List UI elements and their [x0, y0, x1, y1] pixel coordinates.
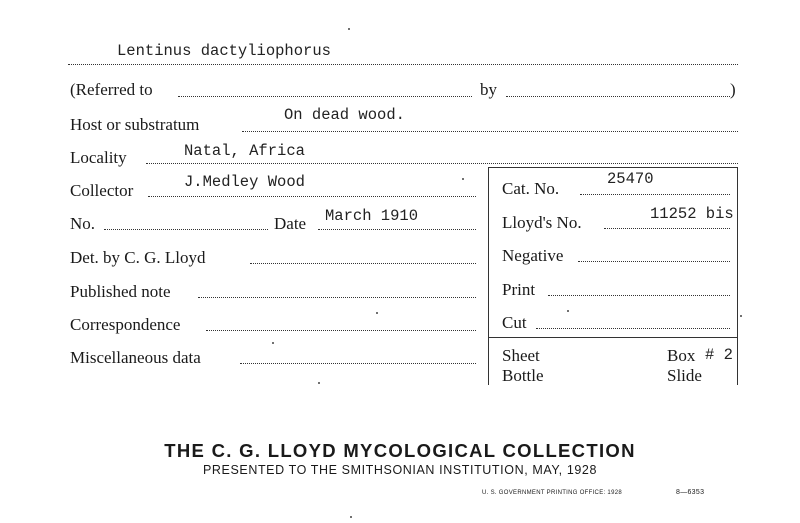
species-name: Lentinus dactyliophorus: [117, 42, 331, 60]
scan-speck: [462, 178, 464, 180]
scan-speck: [567, 310, 569, 312]
cat-no-value: 25470: [607, 170, 654, 188]
scan-speck: [376, 312, 378, 314]
species-underline: [68, 64, 738, 65]
box-number-value: # 2: [705, 346, 733, 364]
print-label: Print: [502, 280, 536, 299]
print-field: [548, 295, 730, 296]
negative-label: Negative: [502, 246, 564, 265]
by-field: [506, 96, 730, 97]
form-number: 8—6353: [676, 489, 705, 496]
correspondence-label: Correspondence: [70, 315, 181, 334]
box-label: Box: [667, 346, 696, 365]
date-value: March 1910: [325, 207, 419, 225]
host-field: [242, 131, 738, 132]
det-by-label: Det. by C. G. Lloyd: [70, 248, 206, 267]
lloyd-no-label: Lloyd's No.: [502, 213, 582, 232]
locality-label: Locality: [70, 148, 127, 167]
host-value: On dead wood.: [284, 106, 405, 124]
scan-speck: [318, 382, 320, 384]
miscellaneous-data-label: Miscellaneous data: [70, 348, 201, 367]
close-paren: ): [730, 80, 736, 99]
bottle-label: Bottle: [502, 366, 544, 385]
no-field: [104, 229, 268, 230]
correspondence-field: [206, 330, 476, 331]
miscellaneous-data-field: [240, 363, 476, 364]
collection-subtitle: PRESENTED TO THE SMITHSONIAN INSTITUTION, MAY, 1928: [202, 463, 598, 477]
box-left-border: [488, 167, 489, 385]
date-field: [318, 229, 476, 230]
referred-to-field: [178, 96, 472, 97]
scan-speck: [350, 516, 352, 518]
sheet-label: Sheet: [502, 346, 540, 365]
collector-label: Collector: [70, 181, 134, 200]
host-label: Host or substratum: [70, 115, 200, 134]
collection-title: THE C. G. LLOYD MYCOLOGICAL COLLECTION: [164, 440, 636, 461]
collector-value: J.Medley Wood: [184, 173, 305, 191]
lloyd-no-value: 11252 bis: [650, 205, 734, 223]
scan-speck: [272, 342, 274, 344]
det-by-field: [250, 263, 476, 264]
cat-no-label: Cat. No.: [502, 179, 560, 198]
referred-to-label: (Referred to: [70, 80, 153, 99]
published-note-label: Published note: [70, 282, 171, 301]
date-label: Date: [274, 214, 307, 233]
scan-speck: [740, 315, 742, 317]
printing-office-note: U. S. GOVERNMENT PRINTING OFFICE: 1928: [482, 490, 622, 496]
locality-value: Natal, Africa: [184, 142, 305, 160]
slide-label: Slide: [667, 366, 702, 385]
cat-no-field: [580, 194, 730, 195]
published-note-field: [198, 297, 476, 298]
scan-speck: [348, 28, 350, 30]
box-divider: [488, 337, 738, 338]
locality-field: [146, 163, 738, 164]
negative-field: [578, 261, 730, 262]
by-label: by: [480, 80, 497, 99]
lloyd-no-field: [604, 228, 730, 229]
box-top-border: [488, 167, 738, 168]
cut-field: [536, 328, 730, 329]
collector-field: [148, 196, 476, 197]
no-label: No.: [70, 214, 96, 233]
cut-label: Cut: [502, 313, 527, 332]
box-right-border: [737, 167, 738, 385]
